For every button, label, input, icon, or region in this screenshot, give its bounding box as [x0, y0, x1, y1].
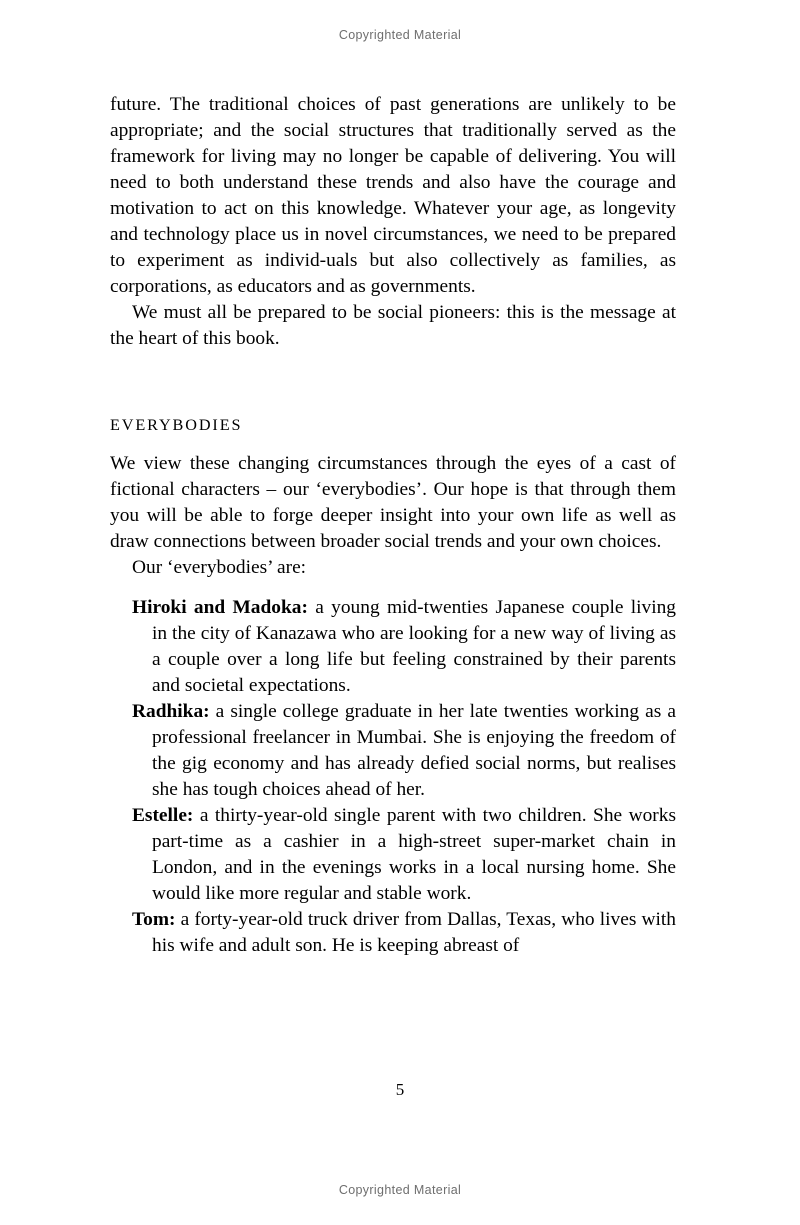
- character-description: a single college graduate in her late twenties working as a professional freelancer in Mumbai. She is enjoying the freedom of the gig economy and has already defied social norms, but realises she has tough choices ahead of her.: [152, 701, 676, 800]
- copyright-watermark-bottom: Copyrighted Material: [338, 1183, 462, 1197]
- character-list: [110, 595, 676, 959]
- spacer-before-heading: [110, 352, 676, 412]
- paragraph-continuation: future. The traditional choices of past generations are unlikely to be appropriate; and the social structures that traditionally served as the framework for living may no longer be capable of delivering. You will need to both understand these trends and also have the courage and motivation to act on this knowledge. Whatever your age, as longevity and technology place us in novel circumstances, we need to be prepared to experiment as individ-uals but also collectively as families, as corporations, as educators and as governments.: [110, 94, 676, 297]
- character-name: Hiroki and Madoka:: [132, 597, 308, 618]
- paragraph-social-pioneers: We must all be prepared to be social pioneers: this is the message at the heart of this book.: [110, 302, 676, 349]
- spacer-after-heading: [110, 438, 676, 451]
- list-item: [132, 803, 676, 907]
- list-item: [132, 699, 676, 803]
- character-name: Radhika:: [132, 701, 210, 722]
- paragraph-everybodies-lead-in: Our ‘everybodies’ are:: [132, 557, 307, 578]
- section-heading-everybodies: EVERYBODIES: [110, 416, 243, 434]
- character-name: Estelle:: [132, 805, 194, 826]
- list-item: [132, 595, 676, 699]
- character-description: a thirty-year-old single parent with two children. She works part-time as a cashier in a high-street super-market chain in London, and in the evenings works in a local nursing home. She would like more regular and stable work.: [152, 805, 676, 904]
- spacer-before-list: [110, 581, 676, 595]
- character-description: a young mid-twenties Japanese couple living in the city of Kanazawa who are looking for a new way of living as a couple over a long life but feeling constrained by their parents and societal expectations.: [152, 597, 677, 696]
- list-item: [132, 907, 676, 959]
- character-description: a forty-year-old truck driver from Dallas, Texas, who lives with his wife and adult son. He is keeping abreast of: [152, 909, 676, 956]
- copyright-watermark-top: Copyrighted Material: [338, 28, 462, 42]
- page-number: 5: [395, 1080, 405, 1099]
- character-name: Tom:: [132, 909, 176, 930]
- paragraph-everybodies-intro: We view these changing circumstances through the eyes of a cast of fictional characters – our ‘everybodies’. Our hope is that through them you will be able to forge deeper insight into your own life as well as draw connections between broader social trends and your own choices.: [110, 453, 676, 552]
- page-text-block: [110, 92, 676, 959]
